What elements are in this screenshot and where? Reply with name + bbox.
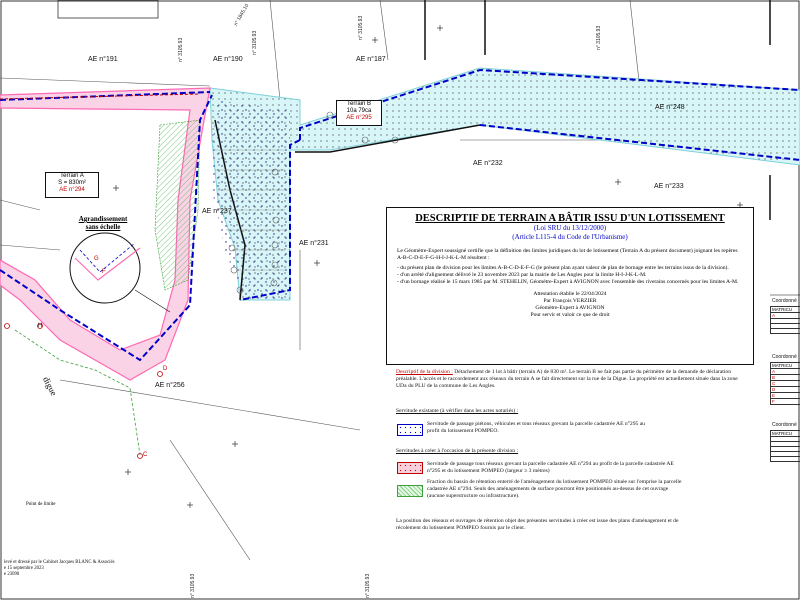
parcel-label-ae232: AE n°232 bbox=[473, 160, 503, 167]
terrain-a-label bbox=[45, 172, 99, 198]
coord-cell: D bbox=[771, 387, 800, 393]
parcel-label-ae237: AE n°237 bbox=[202, 208, 232, 215]
coord-heading: Coordonné bbox=[772, 422, 797, 428]
legend-swatch-new-2 bbox=[397, 485, 423, 497]
parcel-label-ae256: AE n°256 bbox=[155, 382, 185, 389]
coord-cell: A bbox=[771, 369, 800, 375]
coord-cell: E bbox=[771, 393, 800, 399]
legend-footer: La position des réseaux et ouvrages de rétention objet des présentes servitudes à créer est issue des plans d'aménagement et de récolement du lotissement POMPEO fournis par le client. bbox=[396, 518, 679, 531]
enlargement-line1: Agrandissement bbox=[78, 215, 128, 223]
matrix-header: MATRICU bbox=[771, 307, 800, 313]
section-label: n° 3105.93 bbox=[358, 15, 364, 40]
parcel-label-ae248: AE n°248 bbox=[655, 104, 685, 111]
terrain-b-ref: AE n°295 bbox=[346, 115, 372, 121]
road-label: digue bbox=[41, 375, 60, 398]
existing-servitude-text: Servitude de passage piétons, véhicules et tous réseaux grevant la parcelle cadastrée AE n°295 au profit du lotissement POMPEO. bbox=[427, 421, 645, 434]
division-description bbox=[396, 369, 748, 390]
section-label: n° 3105.93 bbox=[365, 573, 371, 598]
coord-heading: Coordonné bbox=[772, 354, 797, 360]
descriptif-title: DESCRIPTIF DE TERRAIN A BÂTIR ISSU D'UN LOTISSEMENT bbox=[415, 213, 725, 224]
descriptif-subtitle: (Loi SRU du 13/12/2000) bbox=[533, 224, 607, 232]
parcel-label-ae231: AE n°231 bbox=[299, 240, 329, 247]
legend-swatch-new-1 bbox=[397, 462, 423, 474]
new-servitude-1-text: Servitude de passage tous réseaux grevant la parcelle cadastrée AE n°294 au profit de la parcelle cadastrée AE n°295 et du lotissement POMPEO (largeur ≥ 3 mètres) bbox=[427, 461, 674, 474]
footer-line-3: e 23098 bbox=[4, 572, 20, 577]
terrain-a-surface: S = 830m² bbox=[58, 180, 86, 186]
section-label: n° 3105.93 bbox=[596, 25, 602, 50]
footer-line-1: levé et dressé par le Cabinet Jacques BLANC & Associés bbox=[4, 560, 115, 565]
coord-cell: C bbox=[771, 381, 800, 387]
terrain-b-title: Terrain B bbox=[346, 101, 371, 107]
footer-credits bbox=[4, 560, 114, 578]
point-label: D bbox=[163, 366, 168, 372]
attestation-date: Attestation établie le 22/04/2024 bbox=[533, 291, 607, 297]
footer-line-2: e 15 septembre 2023 bbox=[4, 566, 44, 571]
parcel-label-ae187: AE n°187 bbox=[356, 56, 386, 63]
parcel-label-ae190: AE n°190 bbox=[213, 56, 243, 63]
parcel-label-ae191: AE n°191 bbox=[88, 56, 118, 63]
attestation-author: Par François VERZIER bbox=[543, 298, 597, 304]
descriptif-box bbox=[386, 207, 754, 365]
point-limite-legend: Point de limite bbox=[26, 502, 56, 507]
terrain-a-ref: AE n°294 bbox=[59, 187, 85, 193]
terrain-b-label bbox=[336, 100, 382, 126]
division-text: Détachement de 1 lot à bâtir (terrain A) de 830 m². Le terrain B ne fait pas partie du périmètre de la demande de déclaration préalable. L'accès et le raccordement aux réseaux du terrain A se fait directement sur la rue de la Digue. La propriété est actuellement située dans la zone UDa du PLU de la commune de Les Angles. bbox=[396, 369, 738, 389]
coord-table-3 bbox=[770, 430, 800, 462]
terrain-a-title: Terrain A bbox=[60, 173, 84, 179]
descriptif-article: (Article L115-4 du Code de l'Urbanisme) bbox=[512, 233, 628, 241]
coord-table-2 bbox=[770, 362, 800, 405]
coord-cell: F bbox=[771, 399, 800, 405]
section-label: n° 3105.93 bbox=[252, 30, 258, 55]
point-label: F bbox=[102, 269, 106, 275]
division-label: Descriptif de la division : bbox=[396, 369, 453, 375]
legend-swatch-existing bbox=[397, 424, 423, 436]
coord-cell: B bbox=[771, 375, 800, 381]
point-label: C bbox=[143, 452, 148, 458]
descriptif-bullet-3: - d'un bornage réalisé le 15 mars 1985 par M. STEHELIN, Géomètre-Expert à AVIGNON avec l'ensemble des riverains concernés pour les limites A-M. bbox=[397, 279, 739, 285]
section-label: n° 3105.93 bbox=[190, 573, 196, 598]
parcel-label-ae233: AE n°233 bbox=[654, 183, 684, 190]
section-label: n° 1845.10 bbox=[233, 2, 251, 27]
retention-basin bbox=[155, 120, 200, 290]
descriptif-bullet-2: - d'un arrêté d'alignement délivré le 23 novembre 2023 par la mairie de Les Angles pour la limite H-I-J-K-L-M. bbox=[397, 272, 647, 278]
point-label: H bbox=[38, 323, 43, 329]
existing-servitude-title: Servitude existante (à vérifier dans les actes notariés) : bbox=[396, 408, 519, 414]
new-servitude-2-text: Fraction du bassin de rétention enterré de l'aménagement du lotissement POMPEO située sur l'emprise la parcelle cadastrée AE n°294. Seuls des aménagements de surface pourront être positionnés au-dessus de cet ouvrage (aucune superstructure ou infrastructure). bbox=[427, 479, 682, 499]
matrix-header: MATRICU bbox=[771, 431, 800, 437]
building-outline bbox=[58, 0, 158, 18]
attestation-purpose: Pour servir et valoir ce que de droit bbox=[530, 312, 610, 318]
section-label: n° 3105.93 bbox=[178, 37, 184, 62]
coord-heading: Coordonné bbox=[772, 298, 797, 304]
descriptif-bullet-1: - du présent plan de division pour les limites A-B-C-D-E-F-G (le présent plan ayant valeur de plan de bornage entre les terrains issus de la division). bbox=[397, 265, 729, 271]
descriptif-intro: Le Géomètre-Expert soussigné certifie que la définition des limites juridiques du lot de lotissement (Terrain A du présent document) joignant les repères A-B-C-D-E-F-G-H-I-J-K-L-M résultent : bbox=[397, 248, 738, 261]
attestation-title: Géomètre-Expert à AVIGNON bbox=[535, 305, 605, 311]
terrain-b-surface: 10a 79ca bbox=[346, 108, 372, 114]
new-servitude-title: Servitudes à créer à l'occasion de la présente division : bbox=[396, 448, 519, 454]
matrix-header: MATRICU bbox=[771, 363, 800, 369]
enlargement-label bbox=[68, 215, 138, 231]
coord-cell: A bbox=[771, 313, 800, 319]
enlargement-line2: sans échelle bbox=[85, 223, 121, 231]
coord-table-1 bbox=[770, 306, 800, 334]
point-label: G bbox=[94, 256, 99, 262]
